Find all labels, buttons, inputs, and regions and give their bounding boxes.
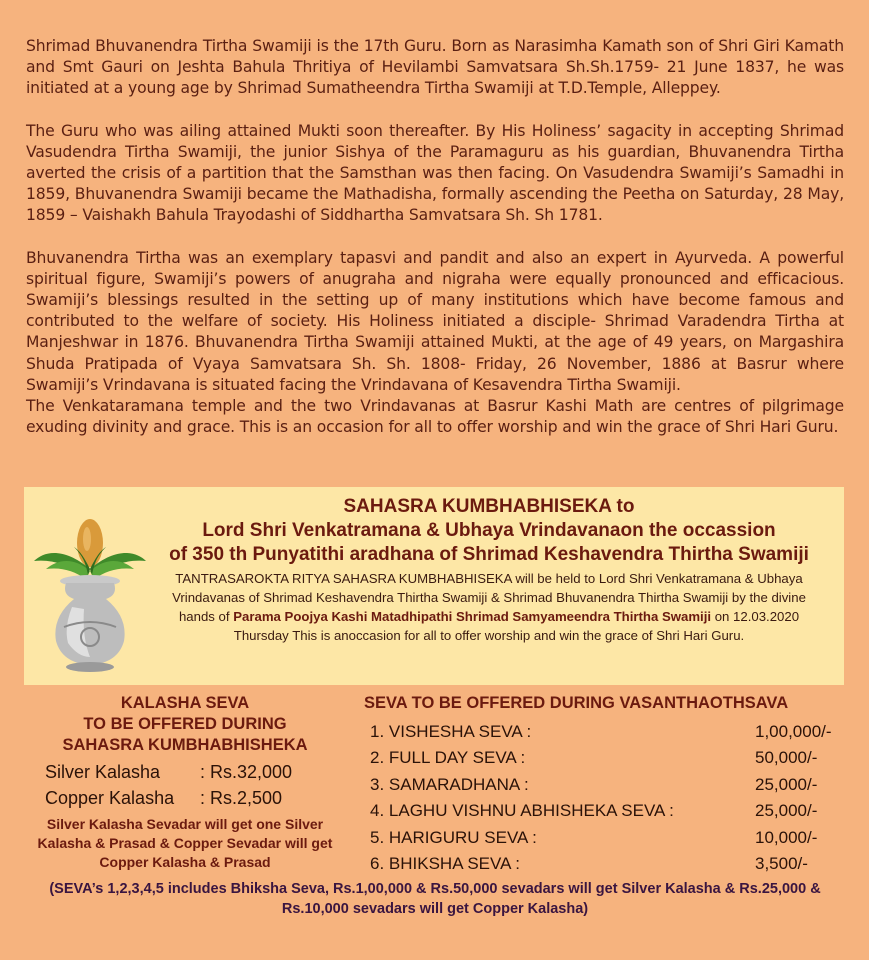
- copper-kalasha-price: : Rs.2,500: [200, 788, 283, 808]
- event-title-line-2: Lord Shri Venkatramana & Ubhaya Vrindavanaon the occassion: [202, 520, 776, 541]
- biography: [26, 36, 844, 438]
- event-title-line-1: SAHASRA KUMBHABHISEKA to: [343, 496, 635, 517]
- event-body-highlight: Parama Poojya Kashi Matadhipathi Shrimad Samyameendra Thirtha Swamiji: [233, 609, 712, 624]
- vasanthaothsava-seva-section: [362, 693, 842, 877]
- kalasha-heading-line-2: TO BE OFFERED DURING: [83, 715, 287, 733]
- bio-paragraph-4: The Venkataramana temple and the two Vrindavanas at Basrur Kashi Math are centres of pilgrimage exuding divinity and grace. This is an occasion for all to offer worship and win the grace of Shri Hari Guru.: [26, 397, 844, 437]
- copper-kalasha-label: Copper Kalasha: [45, 788, 175, 808]
- seva-list: [362, 719, 842, 877]
- event-title-line-3: of 350 th Punyatithi aradhana of Shrimad Keshavendra Thirtha Swamiji: [169, 544, 809, 565]
- event-description: [154, 569, 824, 645]
- seva-item-name: 5. HARIGURU SEVA :: [370, 827, 537, 847]
- seva-item-amount: 50,000/-: [755, 748, 818, 768]
- seva-item: [362, 798, 842, 824]
- silver-kalasha-price: : Rs.32,000: [200, 762, 293, 782]
- event-panel: [24, 487, 844, 685]
- seva-item-amount: 25,000/-: [755, 774, 818, 794]
- footnote: (SEVA’s 1,2,3,4,5 includes Bhiksha Seva, Rs.1,00,000 & Rs.50,000 sevadars will get Silver Kalasha & Rs.25,000 & Rs.10,000 sevadars will get Copper Kalasha): [49, 881, 821, 917]
- bio-paragraph-1: Shrimad Bhuvanendra Tirtha Swamiji is the 17th Guru. Born as Narasimha Kamath son of Shri Giri Kamath and Smt Gauri on Jeshta Bahula Thritiya of Hevilambi Samvatsara Sh.Sh.1759- 21 June 1837, he was initiated at a young age by Shrimad Sumatheendra Tirtha Swamiji at T.D.Temple, Alleppey.: [26, 37, 844, 98]
- kalasha-heading-line-3: SAHASRA KUMBHABHISHEKA: [62, 736, 308, 754]
- seva-item-name: 4. LAGHU VISHNU ABHISHEKA SEVA :: [370, 801, 674, 821]
- seva-item-name: 3. SAMARADHANA :: [370, 774, 529, 794]
- seva-item: [362, 825, 842, 851]
- seva-item: [362, 772, 842, 798]
- kalasha-seva-section: [20, 693, 350, 872]
- event-title: [144, 495, 834, 567]
- kalasha-note: Silver Kalasha Sevadar will get one Silver Kalasha & Prasad & Copper Sevadar will get Copper Kalasha & Prasad: [37, 816, 333, 870]
- seva-item-name: 6. BHIKSHA SEVA :: [370, 854, 520, 874]
- seva-item-name: 2. FULL DAY SEVA :: [370, 748, 526, 768]
- seva-item-amount: 1,00,000/-: [755, 722, 832, 741]
- seva-heading: SEVA TO BE OFFERED DURING VASANTHAOTHSAVA: [364, 694, 789, 712]
- event-body-text-end: on 12.03.2020 Thursday This is anoccasion for all to offer worship and win the grace of Shri Hari Guru.: [233, 609, 800, 643]
- seva-item-name: 1. VISHESHA SEVA :: [370, 722, 532, 741]
- seva-item-amount: 3,500/-: [755, 854, 808, 874]
- seva-item-amount: 25,000/-: [755, 801, 818, 821]
- kalasha-heading-line-1: KALASHA SEVA: [120, 694, 250, 712]
- seva-item: [362, 851, 842, 877]
- event-body-text: TANTRASAROKTA RITYA SAHASRA KUMBHABHISEKA will be held to Lord Shri Venkatramana & Ubhaya Vrindavanas of Shrimad Keshavendra Thirtha Swamiji & Shrimad Bhuvanendra Thirtha Swamiji by the divine hands of: [172, 571, 806, 624]
- bio-paragraph-2: The Guru who was ailing attained Mukti soon thereafter. By His Holiness’ sagacity in accepting Shrimad Vasudendra Tirtha Swamiji, the junior Sishya of the Paramaguru as his guardian, Bhuvanendra Tirtha averted the crisis of a partition that the Samsthan was then facing. On Vasudendra Swamiji’s Samadhi in 1859, Bhuvanendra Swamiji became the Mathadisha, formally ascending the Peetha on Saturday, 28 May, 1859 – Vaishakh Bahula Trayodashi of Siddhartha Samvatsara Sh. Sh 1781.: [26, 121, 844, 225]
- kalasha-pot-with-coconut-icon: [34, 517, 146, 675]
- seva-item: [362, 719, 842, 745]
- copper-kalasha-row: [20, 785, 350, 811]
- seva-item: [362, 745, 842, 771]
- silver-kalasha-row: [20, 759, 350, 785]
- bio-paragraph-3: Bhuvanendra Tirtha was an exemplary tapasvi and pandit and also an expert in Ayurveda. A powerful spiritual figure, Swamiji’s powers of anugraha and nigraha were equally pronounced and efficacious. Swamiji’s blessings resulted in the setting up of many institutions which have become famous and contributed to the welfare of society. His Holiness initiated a disciple- Shrimad Varadendra Tirtha at Manjeshwar in 1876. Bhuvanendra Tirtha Swamiji attained Mukti, at the age of 49 years, on Margashira Shuda Pratipada of Vyaya Samvatsara Sh. Sh. 1808- Friday, 26 November, 1886 at Basrur where Swamiji’s Vrindavana is situated facing the Vrindavana of Kesavendra Tirtha Swamiji.: [26, 248, 844, 394]
- silver-kalasha-label: Silver Kalasha: [45, 762, 161, 782]
- seva-item-amount: 10,000/-: [755, 827, 818, 847]
